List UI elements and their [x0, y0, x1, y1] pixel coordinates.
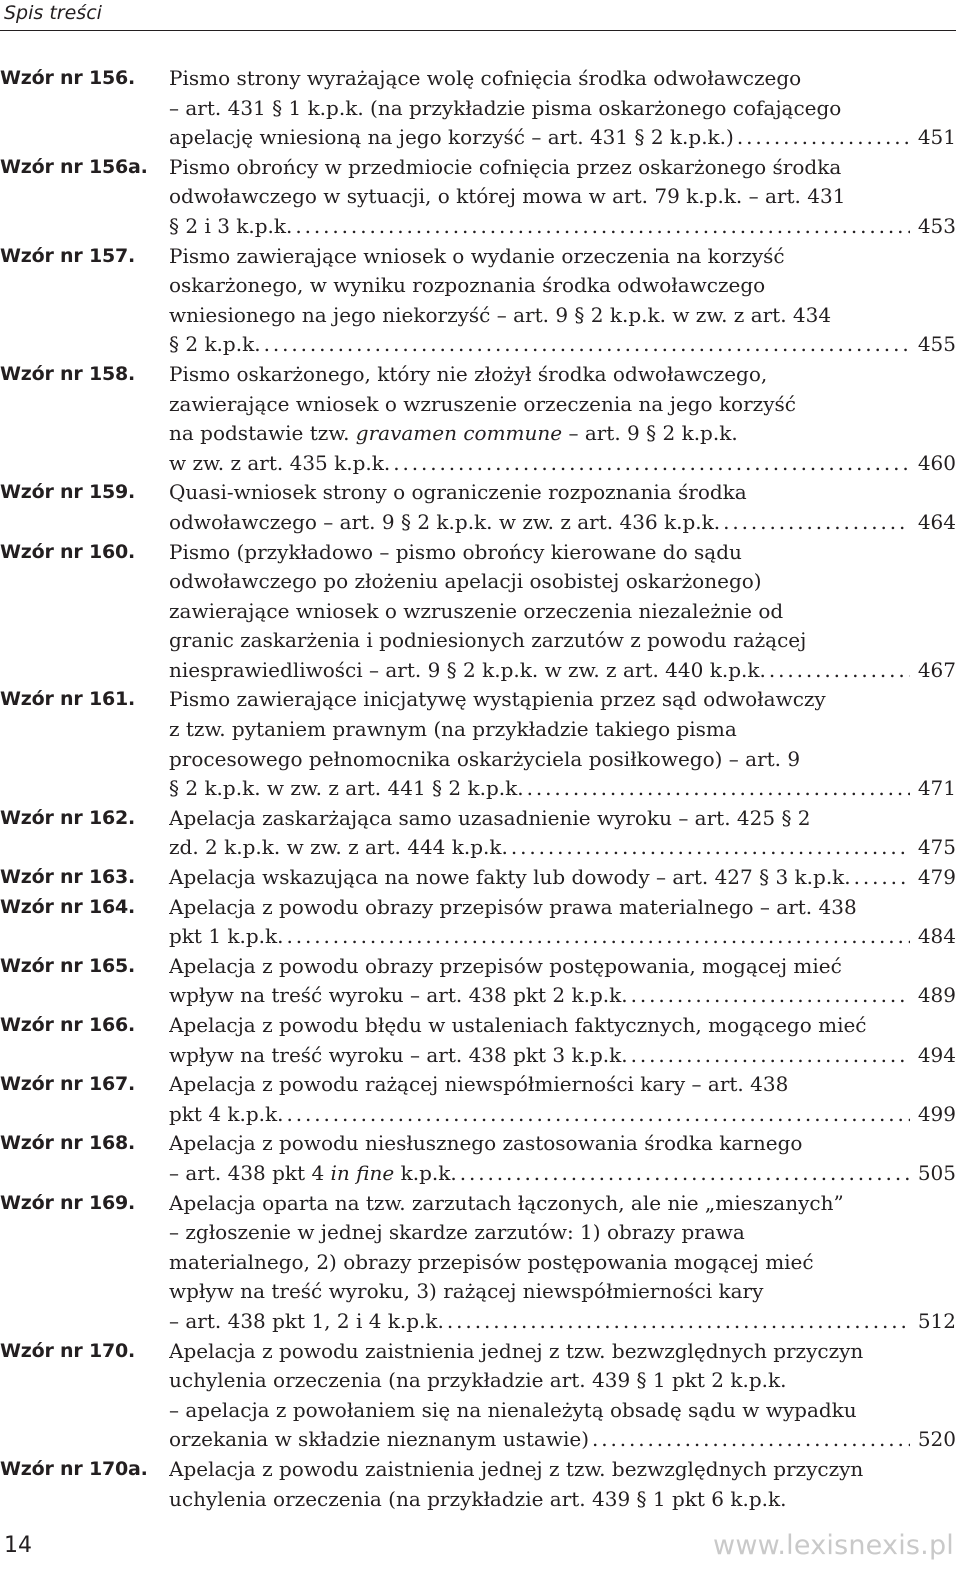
- toc-entry[interactable]: [0, 64, 956, 153]
- toc-entry-line-text: pkt 4 k.p.k.: [169, 1101, 284, 1126]
- dot-leader: [264, 330, 910, 360]
- toc-entry[interactable]: [0, 478, 956, 537]
- toc-entry-line: Pismo oskarżonego, który nie złożył środka odwoławczego,: [169, 361, 768, 386]
- toc-entry-title: [169, 242, 956, 360]
- toc-entry-line: Apelacja z powodu obrazy przepisów prawa materialnego – art. 438: [169, 894, 857, 919]
- dot-leader: [287, 1100, 910, 1130]
- toc-entry-line: [169, 863, 956, 893]
- toc-entry-title: [169, 685, 956, 803]
- toc-entry-line-text: niesprawiedliwości – art. 9 § 2 k.p.k. w zw. z art. 440 k.p.k.: [169, 657, 766, 682]
- toc-entry-line: [169, 449, 956, 479]
- toc-entry-page: 484: [917, 924, 956, 949]
- toc-entry[interactable]: [0, 1189, 956, 1337]
- line-text: – art. 438 pkt 4: [169, 1160, 331, 1185]
- toc-entry[interactable]: [0, 242, 956, 360]
- toc-entry-line: [169, 419, 956, 449]
- dot-leader: [854, 863, 910, 893]
- toc-entry-label: Wzór nr 160.: [0, 540, 136, 563]
- toc-entry[interactable]: [0, 153, 956, 242]
- toc-entry-line: odwoławczego po złożeniu apelacji osobistej oskarżonego): [169, 569, 762, 594]
- toc-entry[interactable]: [0, 360, 956, 478]
- toc-entry-page: 512: [917, 1308, 956, 1333]
- toc-entry-line: z tzw. pytaniem prawnym (na przykładzie takiego pisma: [169, 717, 737, 742]
- toc-entry-line: Apelacja zaskarżająca samo uzasadnienie wyroku – art. 425 § 2: [169, 805, 811, 830]
- toc-entry-page: 464: [917, 509, 956, 534]
- toc-entry-title: [169, 1189, 956, 1337]
- dot-leader: [511, 833, 910, 863]
- toc-entry[interactable]: [0, 1011, 956, 1070]
- toc-entry-title: [169, 1011, 956, 1070]
- toc-entry-line: granic zaskarżenia i podniesionych zarzutów z powodu rażącej: [169, 628, 807, 653]
- toc-entry-line: Apelacja z powodu zaistnienia jednej z tzw. bezwzględnych przyczyn: [169, 1338, 864, 1363]
- toc-entry-page: 489: [917, 983, 956, 1008]
- toc-entry-line: [169, 1100, 956, 1130]
- toc-entry-title: [169, 1337, 956, 1455]
- toc-entry-page: 475: [917, 835, 956, 860]
- toc-entry-title: [169, 1129, 956, 1188]
- dot-leader: [447, 1307, 910, 1337]
- dot-leader: [527, 774, 910, 804]
- toc-entry-label: Wzór nr 159.: [0, 481, 136, 504]
- toc-entry-line-text: Apelacja wskazująca na nowe fakty lub dowody – art. 427 § 3 k.p.k.: [169, 865, 851, 890]
- toc-entry-line: [169, 1041, 956, 1071]
- toc-entry[interactable]: [0, 952, 956, 1011]
- toc-entry-line: – zgłoszenie w jednej skardze zarzutów: 1) obrazy prawa: [169, 1220, 745, 1245]
- toc-entry-line-text: w zw. z art. 435 k.p.k.: [169, 450, 391, 475]
- toc-entry-page: 453: [917, 213, 956, 238]
- dot-leader: [769, 656, 910, 686]
- toc-entry-line: materialnego, 2) obrazy przepisów postępowania mogącej mieć: [169, 1249, 814, 1274]
- toc-entry-label: Wzór nr 156a.: [0, 155, 148, 178]
- dot-leader: [592, 1425, 910, 1455]
- line-text: – art. 9 § 2 k.p.k.: [562, 421, 738, 446]
- toc-entry-line: zawierające wniosek o wzruszenie orzeczenia na jego korzyść: [169, 391, 796, 416]
- toc-entry-title: [169, 478, 956, 537]
- toc-entry-page: 520: [917, 1427, 956, 1452]
- toc-entry-line-text: apelację wniesioną na jego korzyść – art. 431 § 2 k.p.k.): [169, 125, 734, 150]
- toc-entry-page: 505: [917, 1160, 956, 1185]
- toc-entry-line: wniesionego na jego niekorzyść – art. 9 § 2 k.p.k. w zw. z art. 434: [169, 302, 832, 327]
- toc-entry-title: [169, 893, 956, 952]
- table-of-contents: [0, 64, 956, 1514]
- toc-entry-title: [169, 1455, 956, 1514]
- toc-entry-line: Apelacja z powodu rażącej niewspółmierności kary – art. 438: [169, 1072, 789, 1097]
- italic-phrase: gravamen commune: [355, 421, 563, 446]
- toc-entry-line: Pismo zawierające wniosek o wydanie orzeczenia na korzyść: [169, 243, 785, 268]
- running-head: Spis treści: [4, 2, 102, 24]
- toc-entry-label: Wzór nr 158.: [0, 362, 136, 385]
- toc-entry-line: Apelacja oparta na tzw. zarzutach łączonych, ale nie „mieszanych”: [169, 1190, 844, 1215]
- toc-entry[interactable]: [0, 1129, 956, 1188]
- toc-entry-label: Wzór nr 156.: [0, 67, 136, 89]
- toc-entry-line: [169, 508, 956, 538]
- toc-entry-line: Pismo obrońcy w przedmiocie cofnięcia przez oskarżonego środka: [169, 154, 842, 179]
- toc-entry-page: 494: [917, 1042, 956, 1067]
- dot-leader: [723, 508, 910, 538]
- toc-entry[interactable]: [0, 1070, 956, 1129]
- toc-entry-page: 451: [917, 125, 956, 150]
- dot-leader: [631, 981, 910, 1011]
- toc-entry-label: Wzór nr 170a.: [0, 1457, 148, 1480]
- toc-entry-line-text: § 2 i 3 k.p.k.: [169, 213, 293, 238]
- toc-entry-line: – art. 431 § 1 k.p.k. (na przykładzie pisma oskarżonego cofającego: [169, 95, 842, 120]
- toc-entry-line-text: pkt 1 k.p.k.: [169, 924, 284, 949]
- toc-entry-title: [169, 1070, 956, 1129]
- toc-entry-line: Apelacja z powodu obrazy przepisów postępowania, mogącej mieć: [169, 953, 842, 978]
- toc-entry-line-text: [169, 1159, 457, 1189]
- toc-entry-page: 455: [917, 332, 956, 357]
- toc-entry-title: [169, 153, 956, 242]
- toc-entry-line: [169, 774, 956, 804]
- toc-entry-line-text: zd. 2 k.p.k. w zw. z art. 444 k.p.k.: [169, 835, 508, 860]
- toc-entry-line-text: odwoławczego – art. 9 § 2 k.p.k. w zw. z art. 436 k.p.k.: [169, 509, 721, 534]
- toc-entry-line: wpływ na treść wyroku, 3) rażącej niewspółmierności kary: [169, 1279, 764, 1304]
- toc-entry-line: [169, 1159, 956, 1189]
- toc-entry-line: Apelacja z powodu błędu w ustaleniach faktycznych, mogącego mieć: [169, 1013, 867, 1037]
- toc-entry-label: Wzór nr 157.: [0, 244, 136, 267]
- toc-entry[interactable]: [0, 1337, 956, 1455]
- dot-leader: [393, 449, 910, 479]
- line-text: k.p.k.: [394, 1160, 457, 1185]
- toc-entry-label: Wzór nr 168.: [0, 1132, 136, 1155]
- dot-leader: [287, 922, 910, 952]
- toc-entry-line-text: wpływ na treść wyroku – art. 438 pkt 2 k.p.k.: [169, 983, 628, 1008]
- toc-entry-line: Pismo strony wyrażające wolę cofnięcia środka odwoławczego: [169, 66, 802, 90]
- toc-entry-line: [169, 212, 956, 242]
- toc-entry-label: Wzór nr 170.: [0, 1339, 136, 1362]
- toc-entry[interactable]: [0, 685, 956, 803]
- toc-entry-line: [169, 922, 956, 952]
- toc-entry-label: Wzór nr 166.: [0, 1014, 136, 1036]
- toc-entry-title: [169, 863, 956, 893]
- toc-entry-line: [169, 981, 956, 1011]
- toc-entry-line: [169, 833, 956, 863]
- toc-entry[interactable]: [0, 863, 956, 893]
- toc-entry-line: Apelacja z powodu niesłusznego zastosowania środka karnego: [169, 1131, 803, 1156]
- toc-entry-line: Quasi-wniosek strony o ograniczenie rozpoznania środka: [169, 480, 747, 505]
- toc-entry-line: procesowego pełnomocnika oskarżyciela posiłkowego) – art. 9: [169, 746, 801, 771]
- toc-entry-line-text: – art. 438 pkt 1, 2 i 4 k.p.k.: [169, 1308, 444, 1333]
- dot-leader: [737, 123, 910, 153]
- toc-entry-line-text: wpływ na treść wyroku – art. 438 pkt 3 k.p.k.: [169, 1042, 628, 1067]
- toc-entry-line: [169, 123, 956, 153]
- toc-entry-page: 467: [917, 657, 956, 682]
- toc-entry[interactable]: [0, 1455, 956, 1514]
- toc-entry-title: [169, 64, 956, 153]
- toc-entry-line: Pismo (przykładowo – pismo obrońcy kierowane do sądu: [169, 539, 742, 564]
- toc-entry-page: 460: [917, 450, 956, 475]
- line-text: na podstawie tzw.: [169, 421, 356, 446]
- toc-entry-line: [169, 330, 956, 360]
- toc-entry-line-text: § 2 k.p.k. w zw. z art. 441 § 2 k.p.k.: [169, 776, 524, 801]
- toc-entry-label: Wzór nr 163.: [0, 866, 136, 889]
- toc-entry-page: 471: [917, 776, 956, 801]
- toc-entry-title: [169, 360, 956, 478]
- toc-entry[interactable]: [0, 538, 956, 686]
- toc-entry-line: uchylenia orzeczenia (na przykładzie art. 439 § 1 pkt 2 k.p.k.: [169, 1368, 787, 1393]
- toc-entry-line: uchylenia orzeczenia (na przykładzie art. 439 § 1 pkt 6 k.p.k.: [169, 1486, 787, 1511]
- toc-entry[interactable]: [0, 893, 956, 952]
- toc-entry-label: Wzór nr 164.: [0, 895, 136, 918]
- toc-entry-line-text: § 2 k.p.k.: [169, 332, 261, 357]
- toc-entry-title: [169, 952, 956, 1011]
- toc-entry-page: 479: [917, 865, 956, 890]
- toc-entry-line: [169, 1307, 956, 1337]
- toc-entry[interactable]: [0, 804, 956, 863]
- toc-entry-title: [169, 804, 956, 863]
- toc-entry-line-text: orzekania w składzie nieznanym ustawie): [169, 1427, 589, 1452]
- toc-entry-line: Pismo zawierające inicjatywę wystąpienia przez sąd odwoławczy: [169, 687, 826, 712]
- publisher-website: www.lexisnexis.pl: [713, 1530, 954, 1561]
- toc-entry-title: [169, 538, 956, 686]
- toc-entry-label: Wzór nr 167.: [0, 1073, 136, 1096]
- page-number: 14: [4, 1533, 32, 1558]
- toc-entry-page: 499: [917, 1101, 956, 1126]
- toc-entry-line: [169, 656, 956, 686]
- toc-entry-line: [169, 1425, 956, 1455]
- toc-entry-label: Wzór nr 169.: [0, 1191, 136, 1214]
- dot-leader: [460, 1159, 910, 1189]
- header-rule: [0, 30, 956, 31]
- italic-phrase: in fine: [330, 1160, 395, 1185]
- dot-leader: [295, 212, 909, 242]
- toc-entry-line: – apelacja z powołaniem się na nienależytą obsadę sądu w wypadku: [169, 1397, 857, 1422]
- toc-entry-label: Wzór nr 165.: [0, 954, 136, 977]
- toc-entry-line: oskarżonego, w wyniku rozpoznania środka odwoławczego: [169, 273, 766, 298]
- toc-entry-line: zawierające wniosek o wzruszenie orzeczenia niezależnie od: [169, 598, 784, 623]
- dot-leader: [631, 1041, 910, 1071]
- toc-entry-line: odwoławczego w sytuacji, o której mowa w art. 79 k.p.k. – art. 431: [169, 184, 846, 209]
- toc-entry-line: Apelacja z powodu zaistnienia jednej z tzw. bezwzględnych przyczyn: [169, 1456, 864, 1481]
- toc-entry-label: Wzór nr 162.: [0, 806, 136, 829]
- toc-entry-label: Wzór nr 161.: [0, 688, 136, 711]
